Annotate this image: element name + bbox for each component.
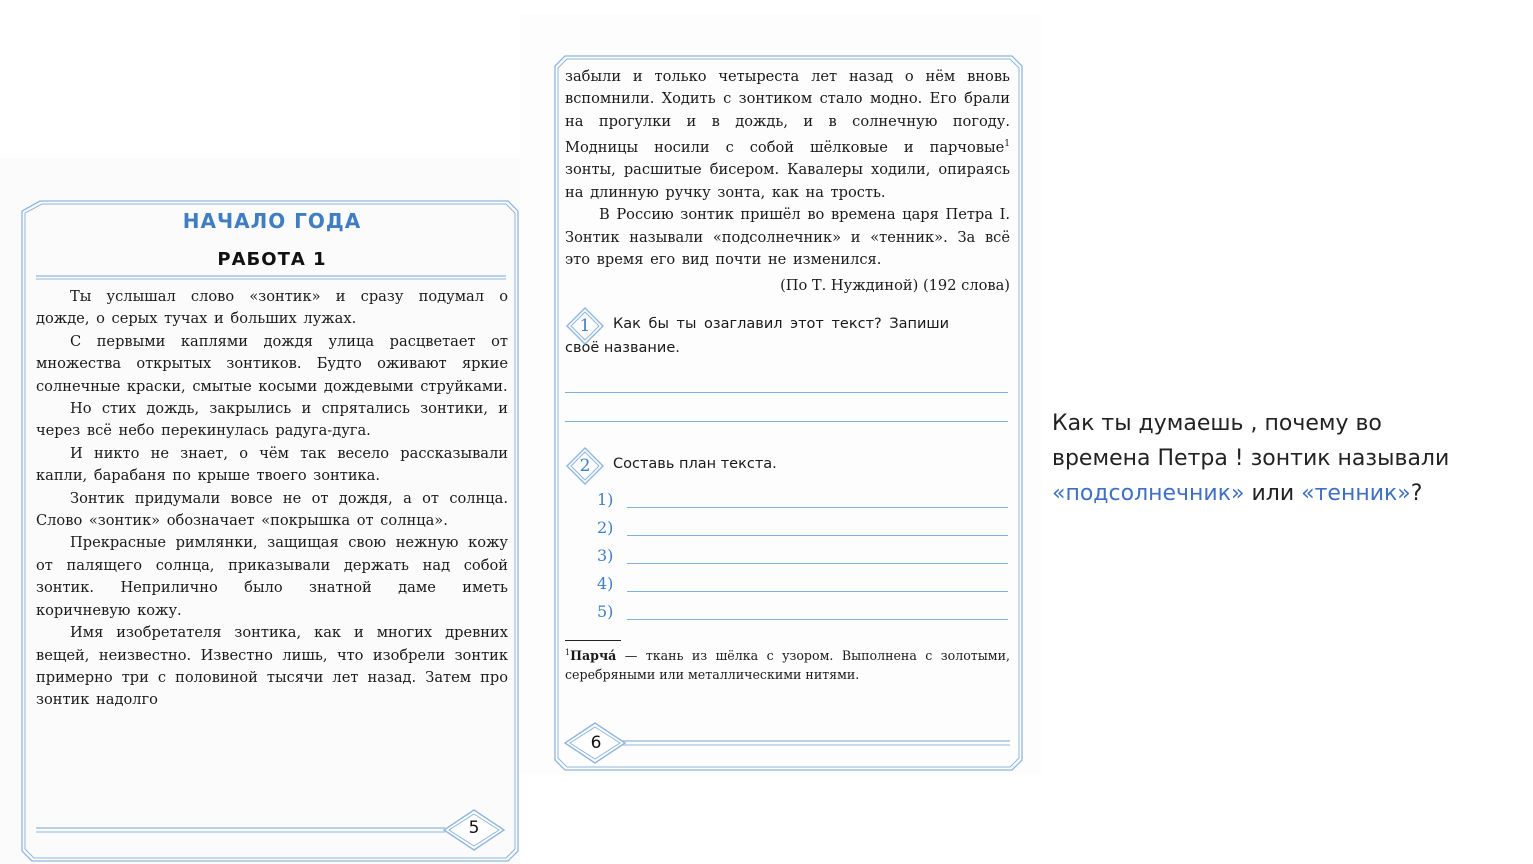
answer-line[interactable] (627, 619, 1008, 620)
note-text: ? (1410, 481, 1423, 506)
answer-line[interactable] (565, 392, 1008, 393)
plan-item[interactable] (565, 514, 1010, 542)
paragraph: Ты услышал слово «зонтик» и сразу подумал о дожде, о серых тучах и больших лужах. (36, 288, 508, 328)
paragraph: Но стих дождь, закрылись и спрятались зонтики, и через всё небо перекинулась радуга-дуга. (36, 400, 508, 440)
footnote-marker: 1 (565, 647, 571, 657)
plan-item-number: 2) (597, 517, 614, 537)
text-attribution: (По Т. Нуждиной) (192 слова) (780, 276, 1010, 294)
answer-line[interactable] (627, 591, 1008, 592)
paragraph (565, 66, 1010, 204)
plan-item-number: 4) (597, 573, 614, 593)
paragraph-text: забыли и только четыреста лет назад о нём вновь вспомнили. Ходить с зонтиком стало модно. Его брали на прогулки и в дождь, и в солнечную погоду. Модницы носили с собой шёлковые и парчовые (565, 68, 1010, 157)
footnote-rule (565, 640, 621, 641)
section-title: НАЧАЛО ГОДА (182, 209, 362, 233)
footnote-reference: 1 (1004, 139, 1010, 150)
paragraph: Прекрасные римлянки, защищая свою нежную кожу от палящего солнца, приказывали держать над собой зонтик. Неприлично было знатной даме иметь коричневую кожу. (36, 534, 508, 619)
task-number-badge (565, 306, 605, 346)
paragraph: Имя изобретателя зонтика, как и многих древних вещей, неизвестно. Известно лишь, что изобрели зонтик примерно три с половиной тысячи лет назад. Затем про зонтик надолго (36, 624, 508, 709)
answer-line[interactable] (565, 421, 1008, 422)
note-highlight: «подсолнечник» (1052, 481, 1245, 506)
work-title: РАБОТА 1 (217, 249, 327, 270)
paragraph: В Россию зонтик пришёл во времена царя Петра I. Зонтик называли «подсолнечник» и «тенник». За всё это время его вид почти не изменился. (565, 206, 1011, 269)
page-number: 5 (468, 818, 480, 838)
left-page (0, 158, 520, 864)
task-number-badge (565, 446, 605, 486)
task-2 (565, 452, 1010, 476)
left-page-text (36, 286, 508, 712)
footnote-term: Парча́ (570, 647, 617, 663)
task-number: 1 (579, 315, 591, 336)
plan-item[interactable] (565, 542, 1010, 570)
plan-item-number: 3) (597, 545, 614, 565)
answer-line[interactable] (627, 563, 1008, 564)
paragraph: С первыми каплями дождя улица расцветает от множества открытых зонтиков. Будто оживают яркие солнечные краски, смытые косыми дождевыми струйками. (36, 332, 508, 395)
paragraph: И никто не знает, о чём так весело рассказывали капли, барабаня по крыше твоего зонтика. (36, 444, 508, 485)
page-number: 6 (590, 733, 602, 753)
plan-item[interactable] (565, 570, 1010, 598)
question-note (1052, 406, 1472, 511)
answer-line[interactable] (627, 535, 1008, 536)
note-highlight: «тенник» (1301, 481, 1411, 506)
plan-item-number: 1) (597, 489, 614, 509)
answer-line[interactable] (627, 507, 1008, 508)
plan-list (565, 486, 1010, 626)
task-text: Составь план текста. (613, 455, 777, 472)
plan-item[interactable] (565, 486, 1010, 514)
plan-item[interactable] (565, 598, 1010, 626)
plan-item-number: 5) (597, 601, 614, 621)
paragraph-text: зонты, расшитые бисером. Кавалеры ходили, опираясь на длинную ручку зонта, как на трость. (565, 161, 1010, 201)
task-text: Как бы ты озаглавил этот текст? Запиши (613, 315, 950, 332)
paragraph: Зонтик придумали вовсе не от дождя, а от солнца. Слово «зонтик» обозначает «покрышка от солнца». (36, 489, 508, 530)
footnote (565, 640, 1010, 684)
task-1 (565, 312, 1010, 360)
note-text: или (1244, 481, 1302, 506)
footnote-text: — ткань из шёлка с узором. Выполнена с золотыми, серебряными или металлическими нитями. (565, 647, 1010, 682)
middle-page (520, 14, 1042, 774)
note-text: Как ты думаешь , почему во времена Петра ! зонтик называли (1052, 411, 1450, 471)
task-number: 2 (579, 455, 591, 476)
task-text: своё название. (565, 339, 680, 356)
